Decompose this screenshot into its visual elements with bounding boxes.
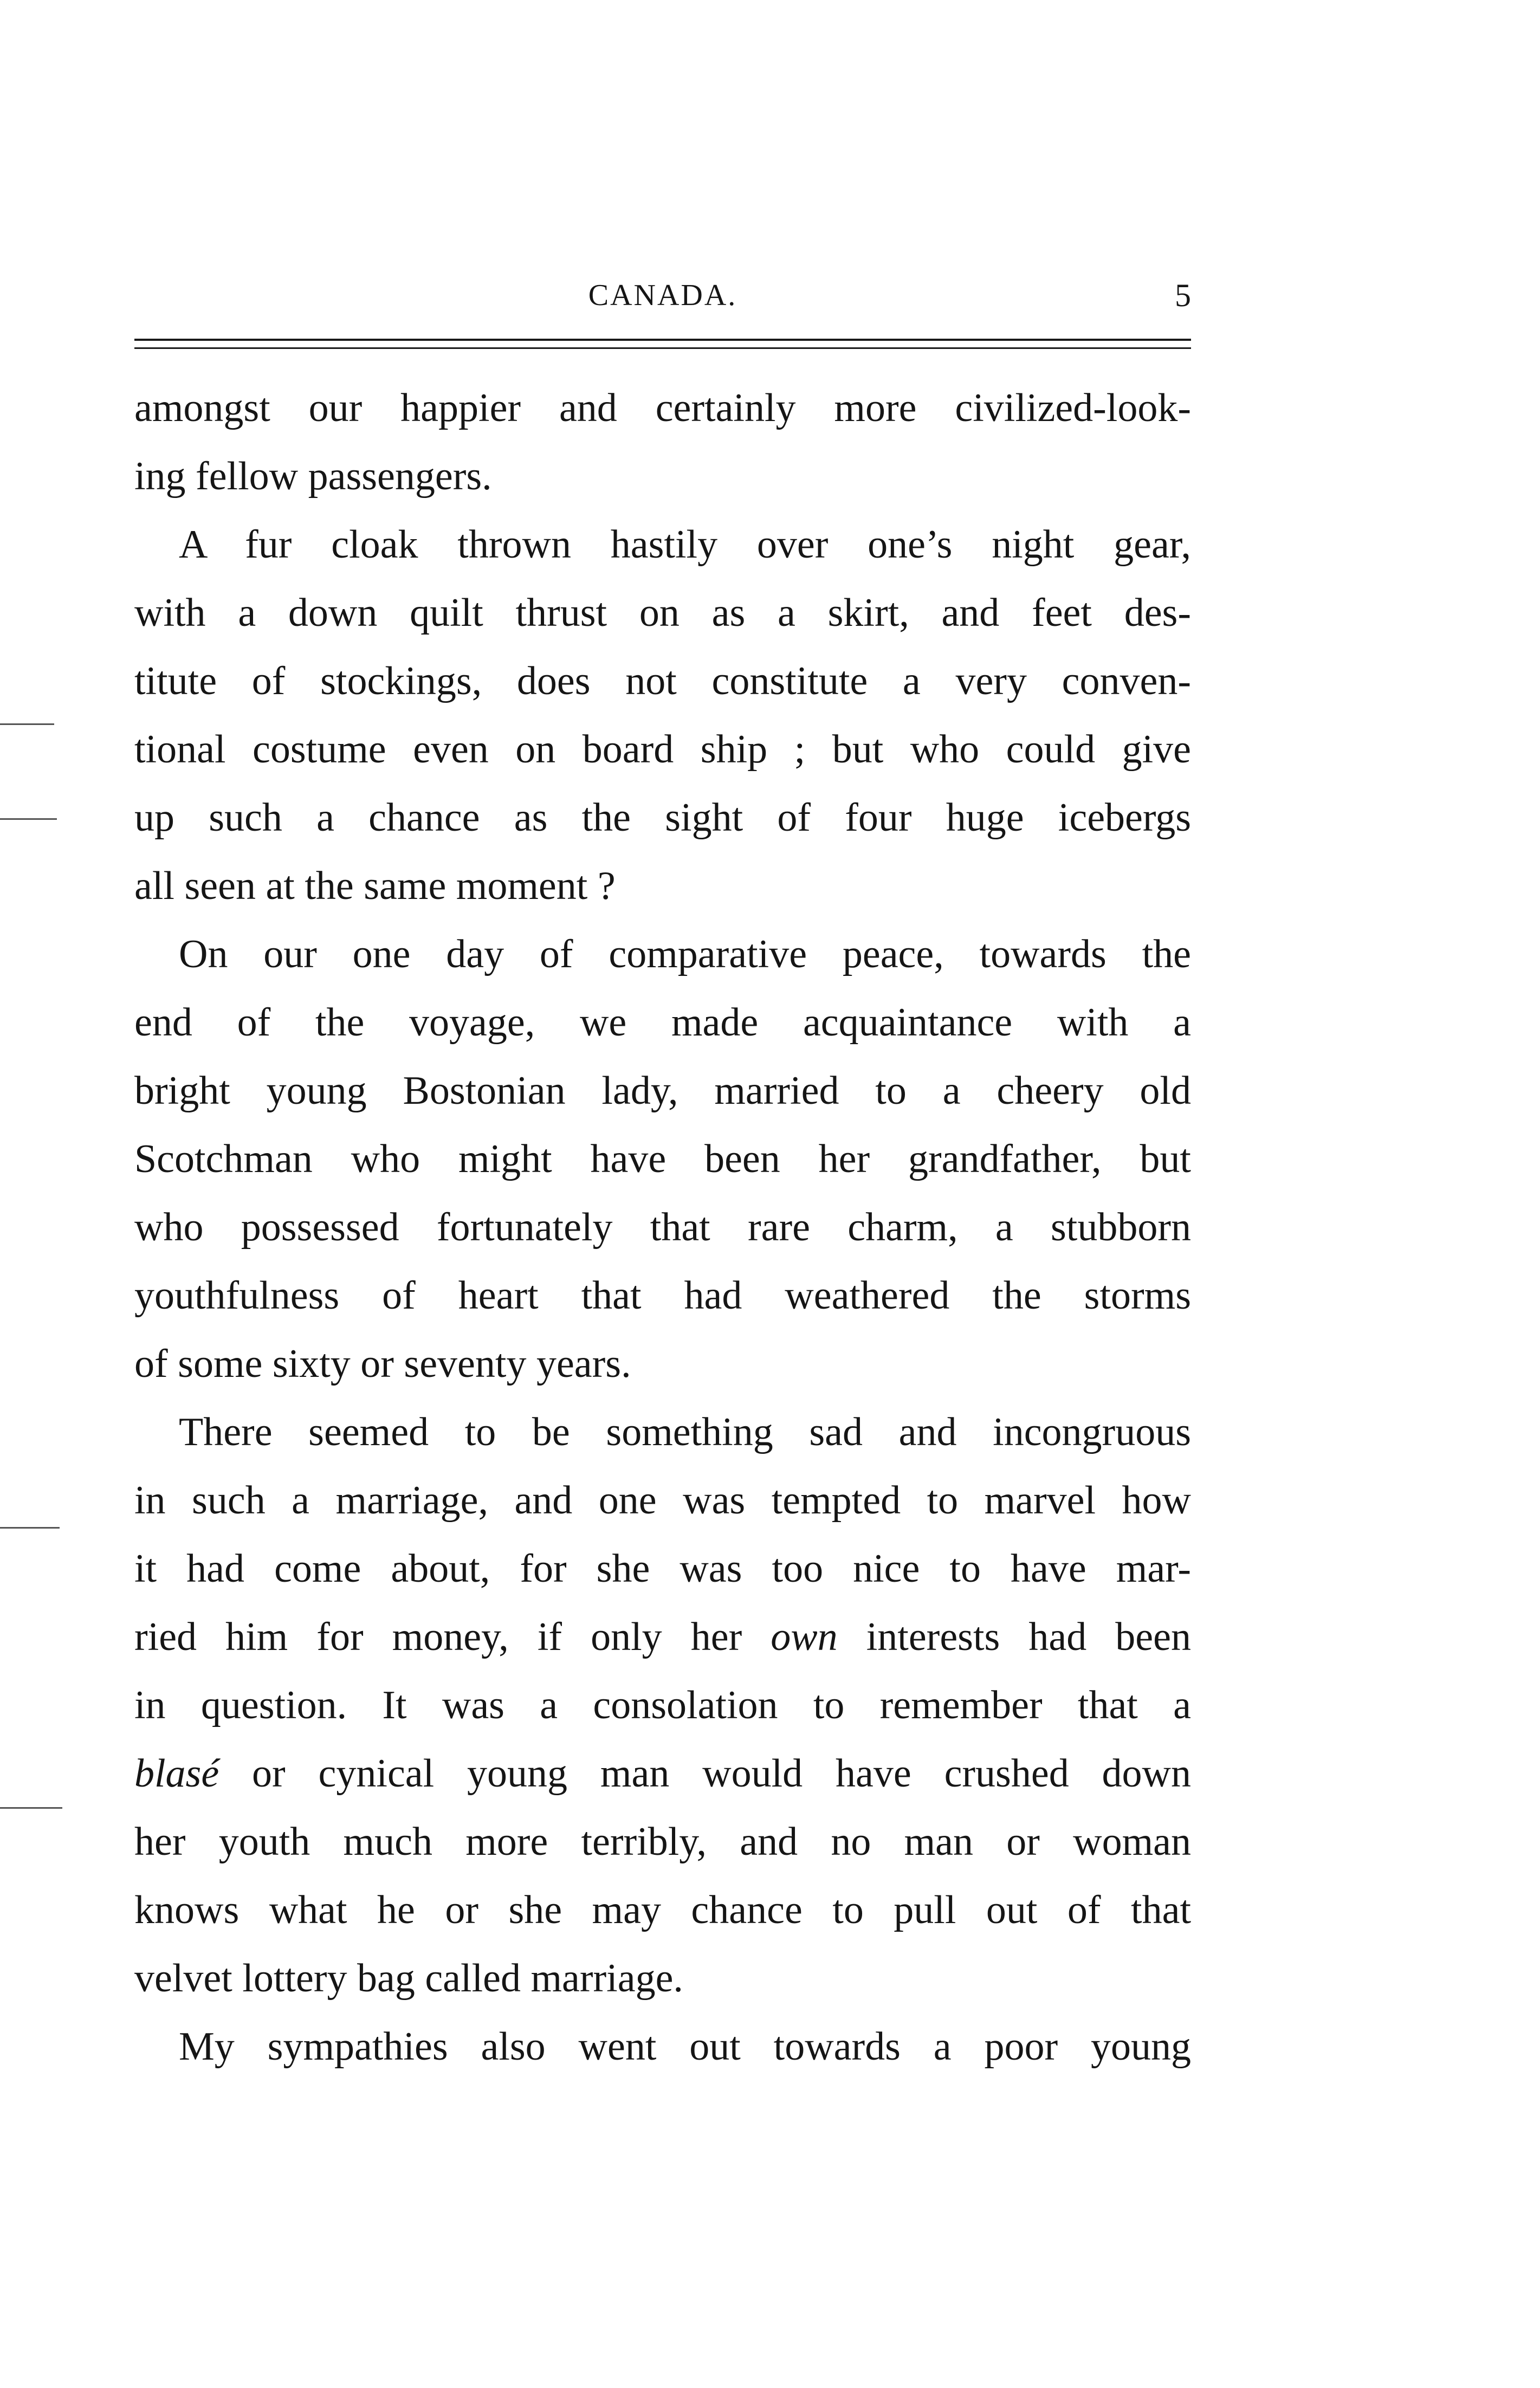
text-span: or cynical young man would have crushed down xyxy=(219,1751,1191,1796)
text-line: knows what he or she may chance to pull out of that xyxy=(134,1888,1191,1932)
text-line: all seen at the same moment ? xyxy=(134,864,616,908)
body-text xyxy=(134,374,1191,2081)
text-line: Scotchman who might have been her grandfather, but xyxy=(134,1137,1191,1181)
text-line: There seemed to be something sad and incongruous xyxy=(179,1410,1191,1454)
running-head-title: CANADA. xyxy=(588,279,737,312)
text-line: ing fellow passengers. xyxy=(134,454,492,499)
text-line: her youth much more terribly, and no man or woman xyxy=(134,1820,1191,1864)
text-line: A fur cloak thrown hastily over one’s night gear, xyxy=(179,522,1191,567)
italic-word: own xyxy=(771,1615,838,1659)
italic-word: blasé xyxy=(134,1751,219,1796)
text-span: ried him for money, if only her xyxy=(134,1615,771,1659)
text-line: My sympathies also went out towards a poor young xyxy=(179,2024,1191,2069)
text-span: interests had been xyxy=(837,1615,1191,1659)
text-line: bright young Bostonian lady, married to a cheery old xyxy=(134,1069,1191,1113)
text-line: of some sixty or seventy years. xyxy=(134,1342,631,1386)
text-line: up such a chance as the sight of four huge icebergs xyxy=(134,795,1191,840)
text-line: in question. It was a consolation to remember that a xyxy=(134,1683,1191,1727)
margin-mark xyxy=(0,1527,60,1529)
margin-mark xyxy=(0,818,57,820)
header-rule-bottom xyxy=(134,347,1191,349)
text-line xyxy=(134,1739,1191,1808)
running-head xyxy=(134,274,1191,317)
text-line: On our one day of comparative peace, towards the xyxy=(179,932,1191,976)
text-line: with a down quilt thrust on as a skirt, and feet des- xyxy=(134,591,1191,635)
text-line: velvet lottery bag called marriage. xyxy=(134,1956,683,2001)
margin-mark xyxy=(0,1807,62,1809)
text-line: end of the voyage, we made acquaintance with a xyxy=(134,1000,1191,1045)
text-line: youthfulness of heart that had weathered the storms xyxy=(134,1273,1191,1318)
header-rule-top xyxy=(134,339,1191,341)
text-line xyxy=(134,1603,1191,1671)
text-line: who possessed fortunately that rare charm, a stubborn xyxy=(134,1205,1191,1250)
text-line: amongst our happier and certainly more civilized-look- xyxy=(134,386,1191,430)
text-line: titute of stockings, does not constitute a very conven- xyxy=(134,659,1191,703)
text-line: in such a marriage, and one was tempted to marvel how xyxy=(134,1478,1191,1523)
page-number: 5 xyxy=(1175,277,1191,313)
text-line: tional costume even on board ship ; but who could give xyxy=(134,727,1191,772)
text-line: it had come about, for she was too nice to have mar- xyxy=(134,1546,1191,1591)
margin-mark xyxy=(0,723,54,725)
